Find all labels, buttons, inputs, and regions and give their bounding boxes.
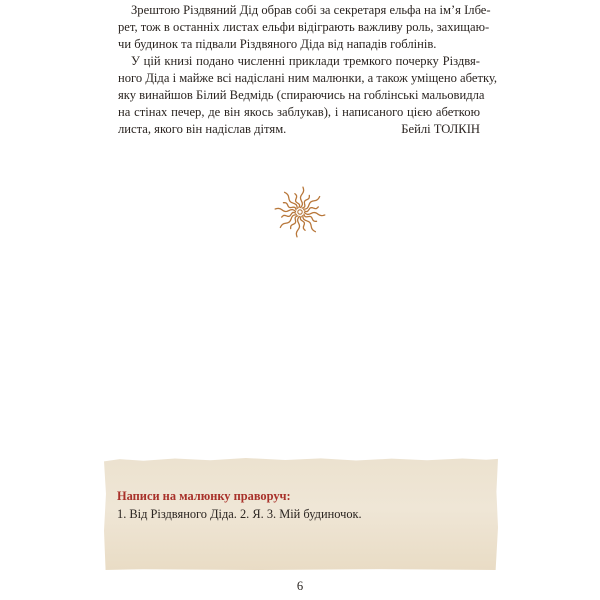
text-line: яку винайшов Білий Ведмідь (спираючись на гоблінські мальовидла	[118, 88, 485, 102]
caption-title: Написи на малюнку праворуч:	[117, 489, 291, 503]
text-line: листа, якого він надіслав дітям.	[118, 122, 287, 136]
paragraph-1	[118, 2, 491, 53]
body-text	[118, 2, 498, 138]
page-number: 6	[296, 579, 304, 593]
ornament-ray	[296, 216, 299, 236]
ornament-ray	[300, 187, 303, 207]
text-line: Зрештою Різдвяний Дід обрав собі за секретаря ельфа на ім’я Ілбе-	[131, 3, 491, 17]
ornament-ray	[275, 208, 295, 211]
ornament-ray	[304, 212, 324, 215]
text-line: чи будинок та підвали Різдвяного Діда від нападів гоблінів.	[118, 37, 437, 51]
caption-text: 1. Від Різдвяного Діда. 2. Я. 3. Мій будиночок.	[117, 507, 362, 521]
sun-flourish-icon	[272, 184, 328, 240]
text-line: на стінах печер, де він якось заблукав), і написаного цією абеткою	[118, 105, 480, 119]
author-signature: Бейлі ТОЛКІН	[401, 122, 480, 136]
text-line: ного Діда і майже всі надіслані ним малюнки, а також уміщено абетку,	[118, 71, 498, 85]
text-line: рет, тож в останніх листах ельфи відіграють важливу роль, захищаю-	[118, 20, 490, 34]
text-line: У цій книзі подано численні приклади тремкого почерку Різдвя-	[131, 54, 480, 68]
